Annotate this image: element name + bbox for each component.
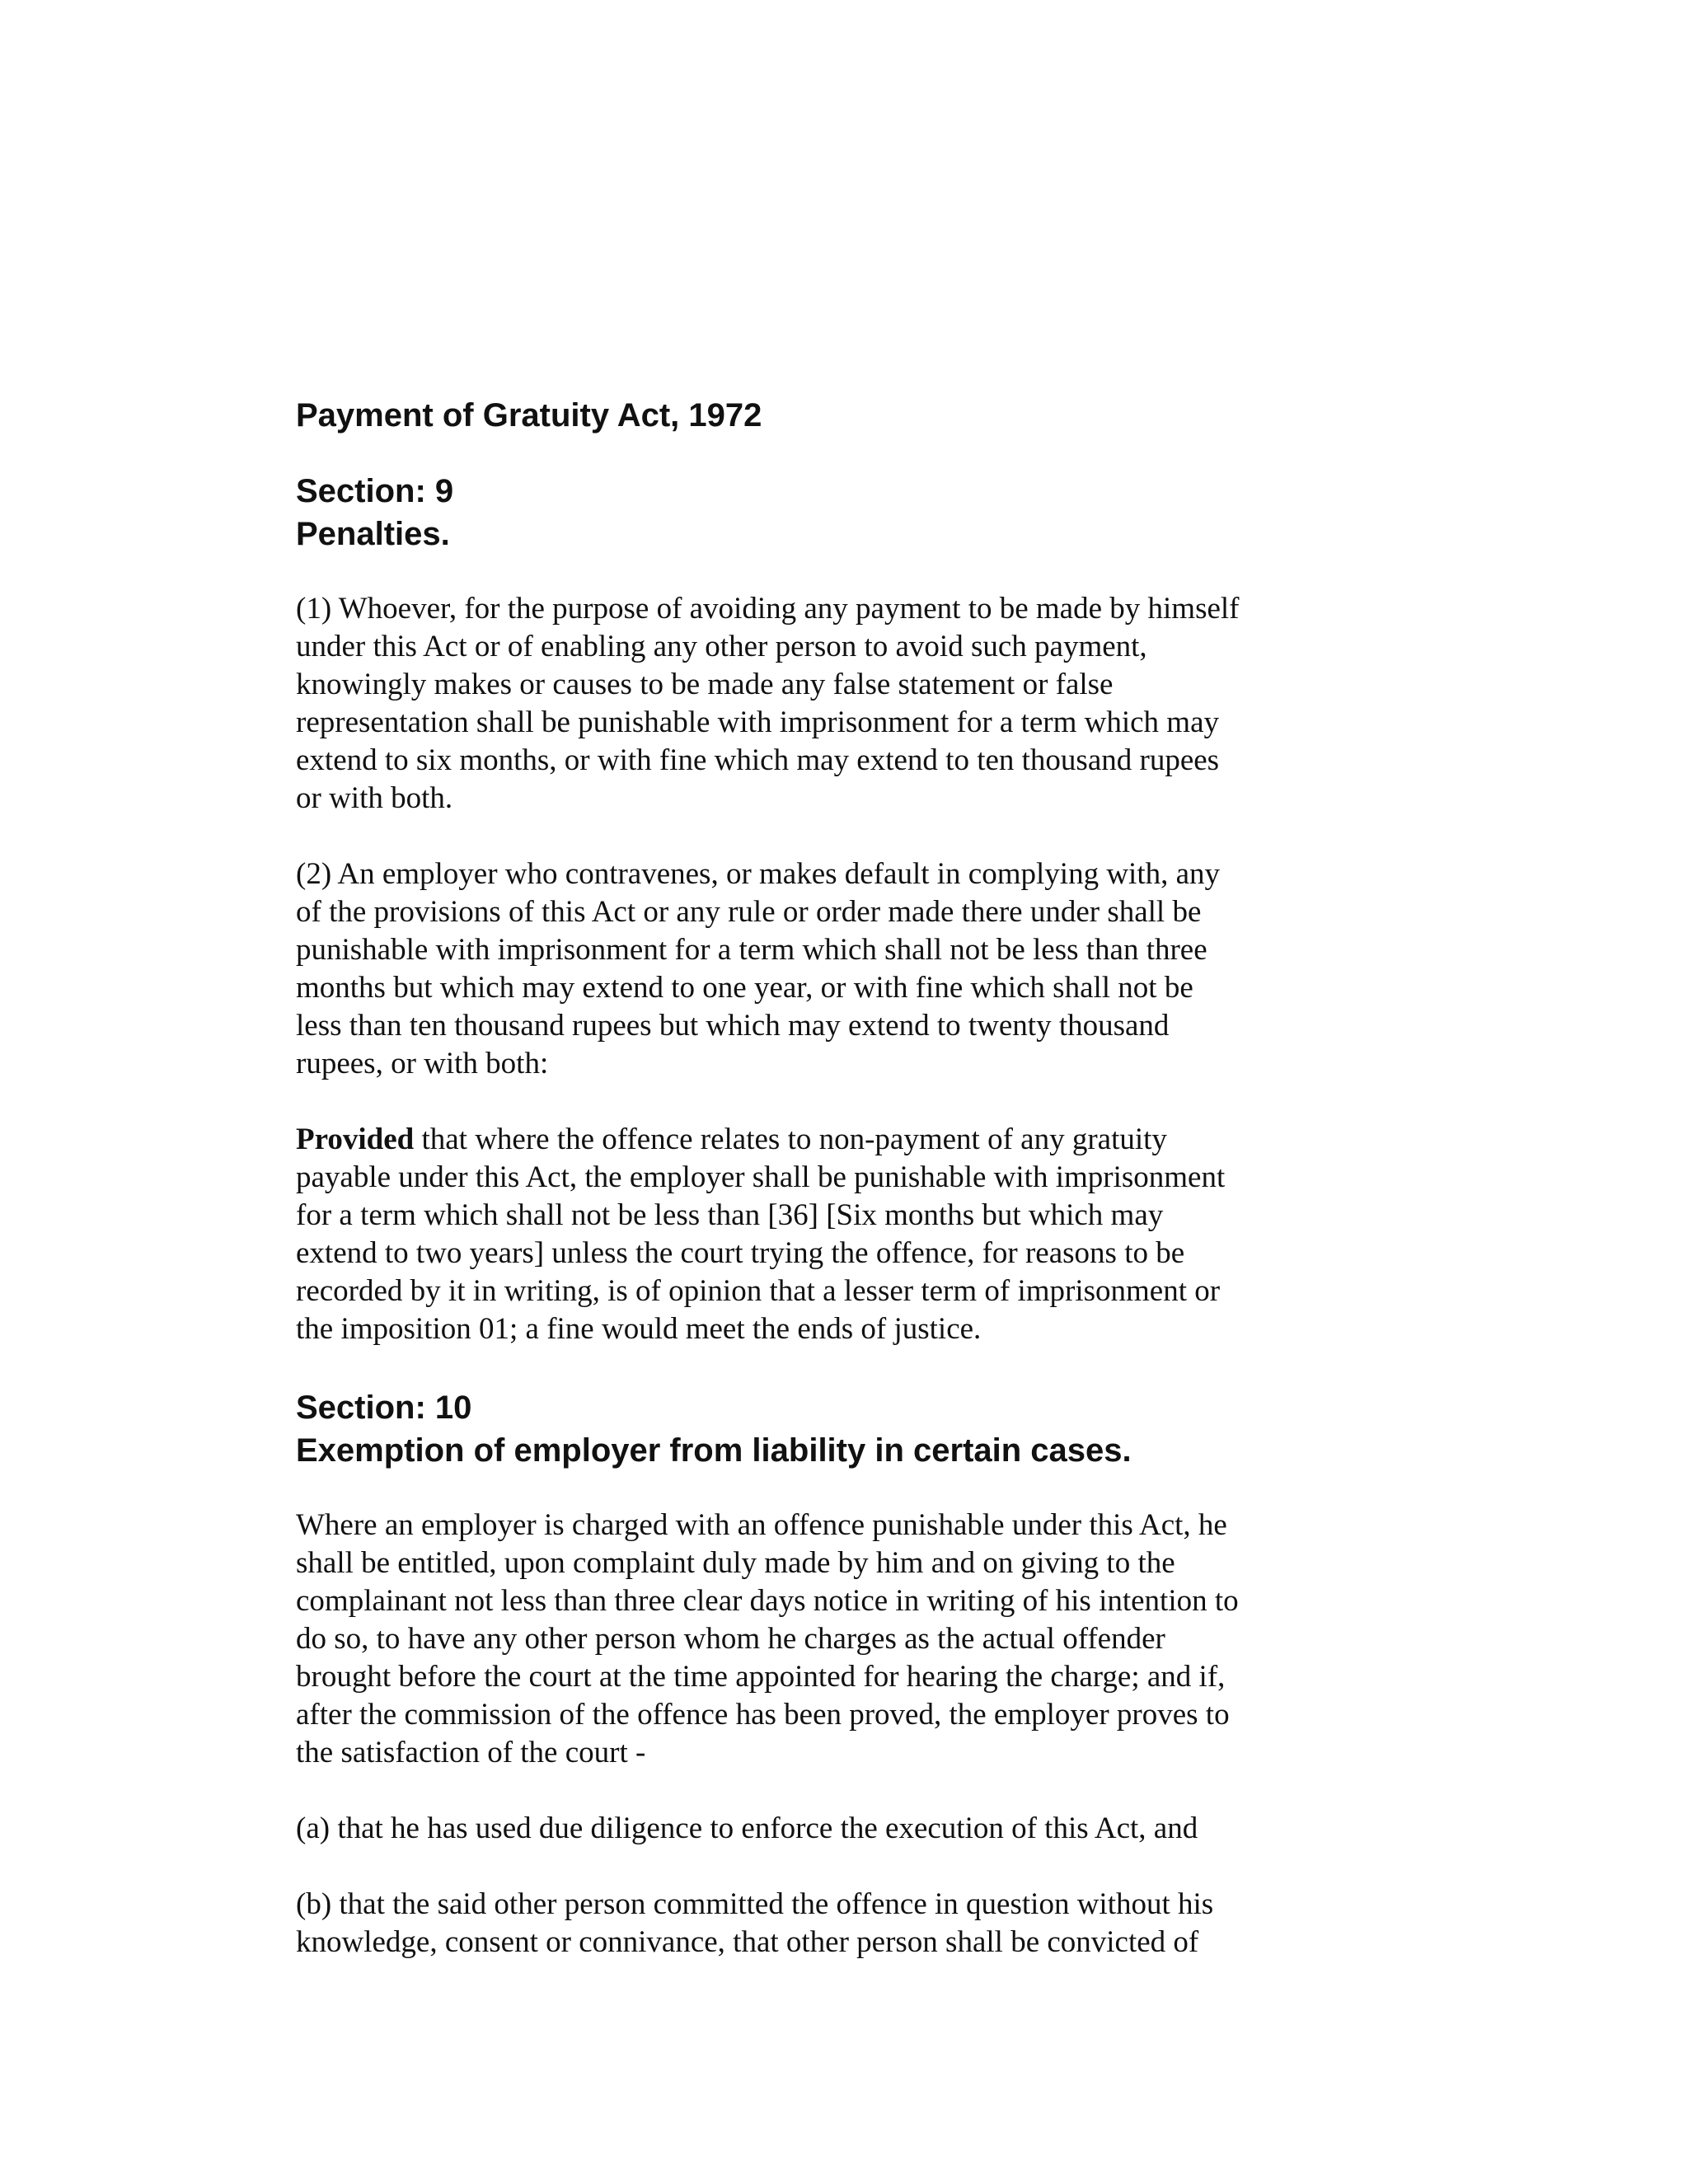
section-10-title: Exemption of employer from liability in certain cases. [296, 1432, 1132, 1469]
text-line: representation shall be punishable with imprisonment for a term which may [296, 705, 1219, 739]
act-title: Payment of Gratuity Act, 1972 [296, 397, 762, 434]
section-9-number: Section: 9 [296, 473, 454, 509]
text-line: knowledge, consent or connivance, that other person shall be convicted of [296, 1925, 1199, 1959]
document-content [296, 394, 1392, 1961]
text-line: knowingly makes or causes to be made any false statement or false [296, 668, 1114, 701]
section-9-heading [296, 470, 1392, 555]
section-9-paragraph-1 [296, 590, 1392, 818]
text-line: (1) Whoever, for the purpose of avoiding any payment to be made by himself [296, 592, 1240, 626]
text-line: complainant not less than three clear days notice in writing of his intention to [296, 1584, 1239, 1618]
section-10-clause-b [296, 1886, 1392, 1961]
proviso-first-line-rest: that where the offence relates to non-payment of any gratuity [414, 1122, 1167, 1156]
text-line: extend to two years] unless the court trying the offence, for reasons to be [296, 1236, 1185, 1270]
text-line: for a term which shall not be less than [36] [Six months but which may [296, 1198, 1164, 1232]
text-line: under this Act or of enabling any other person to avoid such payment, [296, 630, 1147, 663]
text-line: shall be entitled, upon complaint duly made by him and on giving to the [296, 1546, 1175, 1580]
section-10-number: Section: 10 [296, 1390, 472, 1426]
text-line: months but which may extend to one year, or with fine which shall not be [296, 971, 1193, 1005]
section-9-paragraph-2 [296, 855, 1392, 1083]
text-line: the imposition 01; a fine would meet the ends of justice. [296, 1312, 982, 1346]
text-line: the satisfaction of the court - [296, 1736, 646, 1769]
text-line: (2) An employer who contravenes, or makes default in complying with, any [296, 857, 1221, 891]
text-line: less than ten thousand rupees but which may extend to twenty thousand [296, 1009, 1170, 1043]
text-line: or with both. [296, 781, 453, 815]
text-line: Where an employer is charged with an offence punishable under this Act, he [296, 1508, 1227, 1542]
text-line: punishable with imprisonment for a term which shall not be less than three [296, 933, 1207, 967]
section-10-heading [296, 1386, 1392, 1472]
text-line: recorded by it in writing, is of opinion that a lesser term of imprisonment or [296, 1274, 1221, 1308]
section-10-clause-a [296, 1810, 1392, 1848]
text-line: payable under this Act, the employer shall be punishable with imprisonment [296, 1160, 1226, 1194]
text-line: brought before the court at the time appointed for hearing the charge; and if, [296, 1660, 1226, 1694]
text-line: rupees, or with both: [296, 1047, 549, 1080]
text-line: (b) that the said other person committed the offence in question without his [296, 1887, 1214, 1921]
section-9-title: Penalties. [296, 516, 450, 552]
provided-lead: Provided [296, 1122, 415, 1156]
text-line: (a) that he has used due diligence to enforce the execution of this Act, and [296, 1811, 1198, 1845]
text-line: do so, to have any other person whom he charges as the actual offender [296, 1622, 1165, 1656]
text-line: extend to six months, or with fine which may extend to ten thousand rupees [296, 743, 1220, 777]
section-10-paragraph-1 [296, 1507, 1392, 1772]
section-9-proviso [296, 1121, 1392, 1348]
text-line [296, 1121, 1392, 1159]
text-line: after the commission of the offence has been proved, the employer proves to [296, 1698, 1230, 1732]
text-line: of the provisions of this Act or any rule or order made there under shall be [296, 895, 1202, 929]
